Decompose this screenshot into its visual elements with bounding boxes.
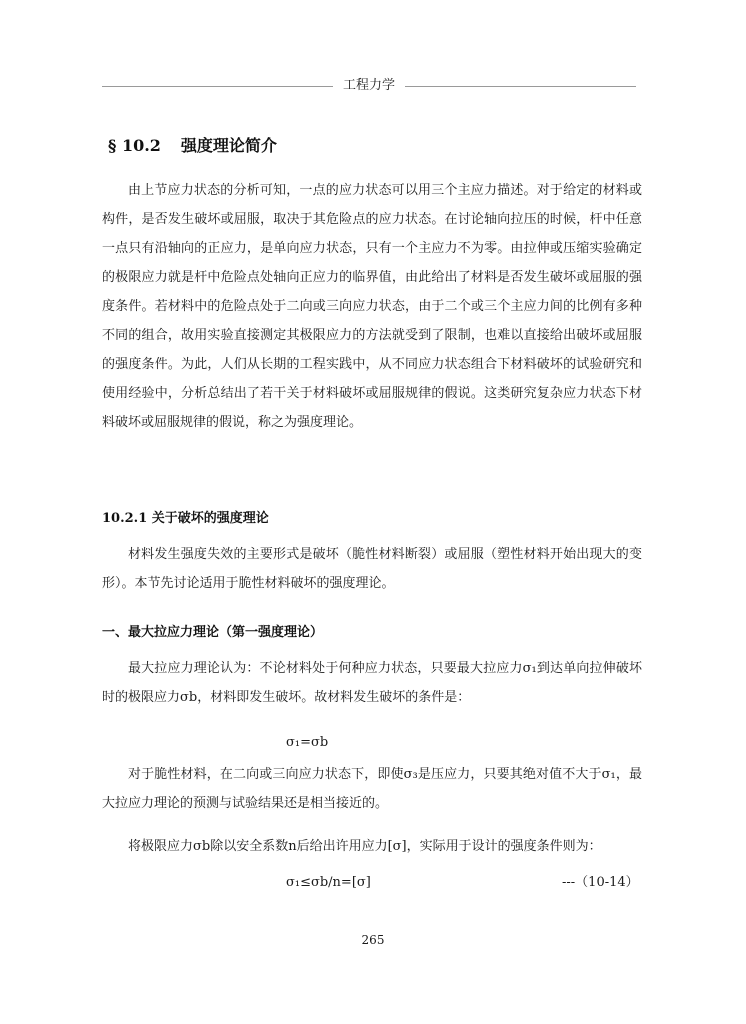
header-rule-left xyxy=(102,86,333,87)
paragraph-failure-modes: 材料发生强度失效的主要形式是破坏（脆性材料断裂）或屈服（塑性材料开始出现大的变形）。本节先讨论适用于脆性材料破坏的强度理论。 xyxy=(102,547,642,591)
header-title: 工程力学 xyxy=(343,78,396,93)
equation-number: ---（10-14） xyxy=(562,875,639,890)
paragraph-brittle-note: 对于脆性材料，在二向或三向应力状态下，即使σ₃是压应力，只要其绝对值不大于σ₁，最大拉应力理论的预测与试验结果还是相当接近的。 xyxy=(102,767,642,811)
paragraph-max-tensile: 最大拉应力理论认为：不论材料处于何种应力状态，只要最大拉应力σ₁到达单向拉伸破坏时的极限应力σb，材料即发生破坏。故材料发生破坏的条件是： xyxy=(102,661,642,705)
section-title-text: 强度理论简介 xyxy=(180,136,277,155)
subheading-first-theory: 一、最大拉应力理论（第一强度理论） xyxy=(102,625,324,640)
formula-strength-condition: σ₁≤σb/n=[σ] xyxy=(286,875,371,890)
formula-failure-condition: σ₁=σb xyxy=(286,735,329,750)
page-number: 265 xyxy=(361,933,385,947)
paragraph-allowable-stress: 将极限应力σb除以安全系数n后给出许用应力[σ]，实际用于设计的强度条件则为： xyxy=(128,839,602,854)
header-rule-right xyxy=(405,86,636,87)
paragraph-intro: 由上节应力状态的分析可知，一点的应力状态可以用三个主应力描述。对于给定的材料或构件，是否发生破坏或屈服，取决于其危险点的应力状态。在讨论轴向拉压的时候，杆中任意一点只有沿轴向的正应力，是单向应力状态，只有一个主应力不为零。由拉伸或压缩实验确定的极限应力就是杆中危险点处轴向正应力的临界值，由此给出了材料是否发生破坏或屈服的强度条件。若材料中的危险点处于二向或三向应力状态，由于二个或三个主应力间的比例有多种不同的组合，故用实验直接测定其极限应力的方法就受到了限制，也难以直接给出破坏或屈服的强度条件。为此，人们从长期的工程实践中，从不同应力状态组合下材料破坏的试验研究和使用经验中，分析总结出了若干关于材料破坏或屈服规律的假说。这类研究复杂应力状态下材料破坏或屈服规律的假说，称之为强度理论。 xyxy=(102,183,642,430)
section-number: § 10.2 xyxy=(108,136,161,155)
subheading-10-2-1: 10.2.1 关于破坏的强度理论 xyxy=(102,511,269,526)
running-header xyxy=(102,76,636,96)
section-heading xyxy=(108,136,277,156)
